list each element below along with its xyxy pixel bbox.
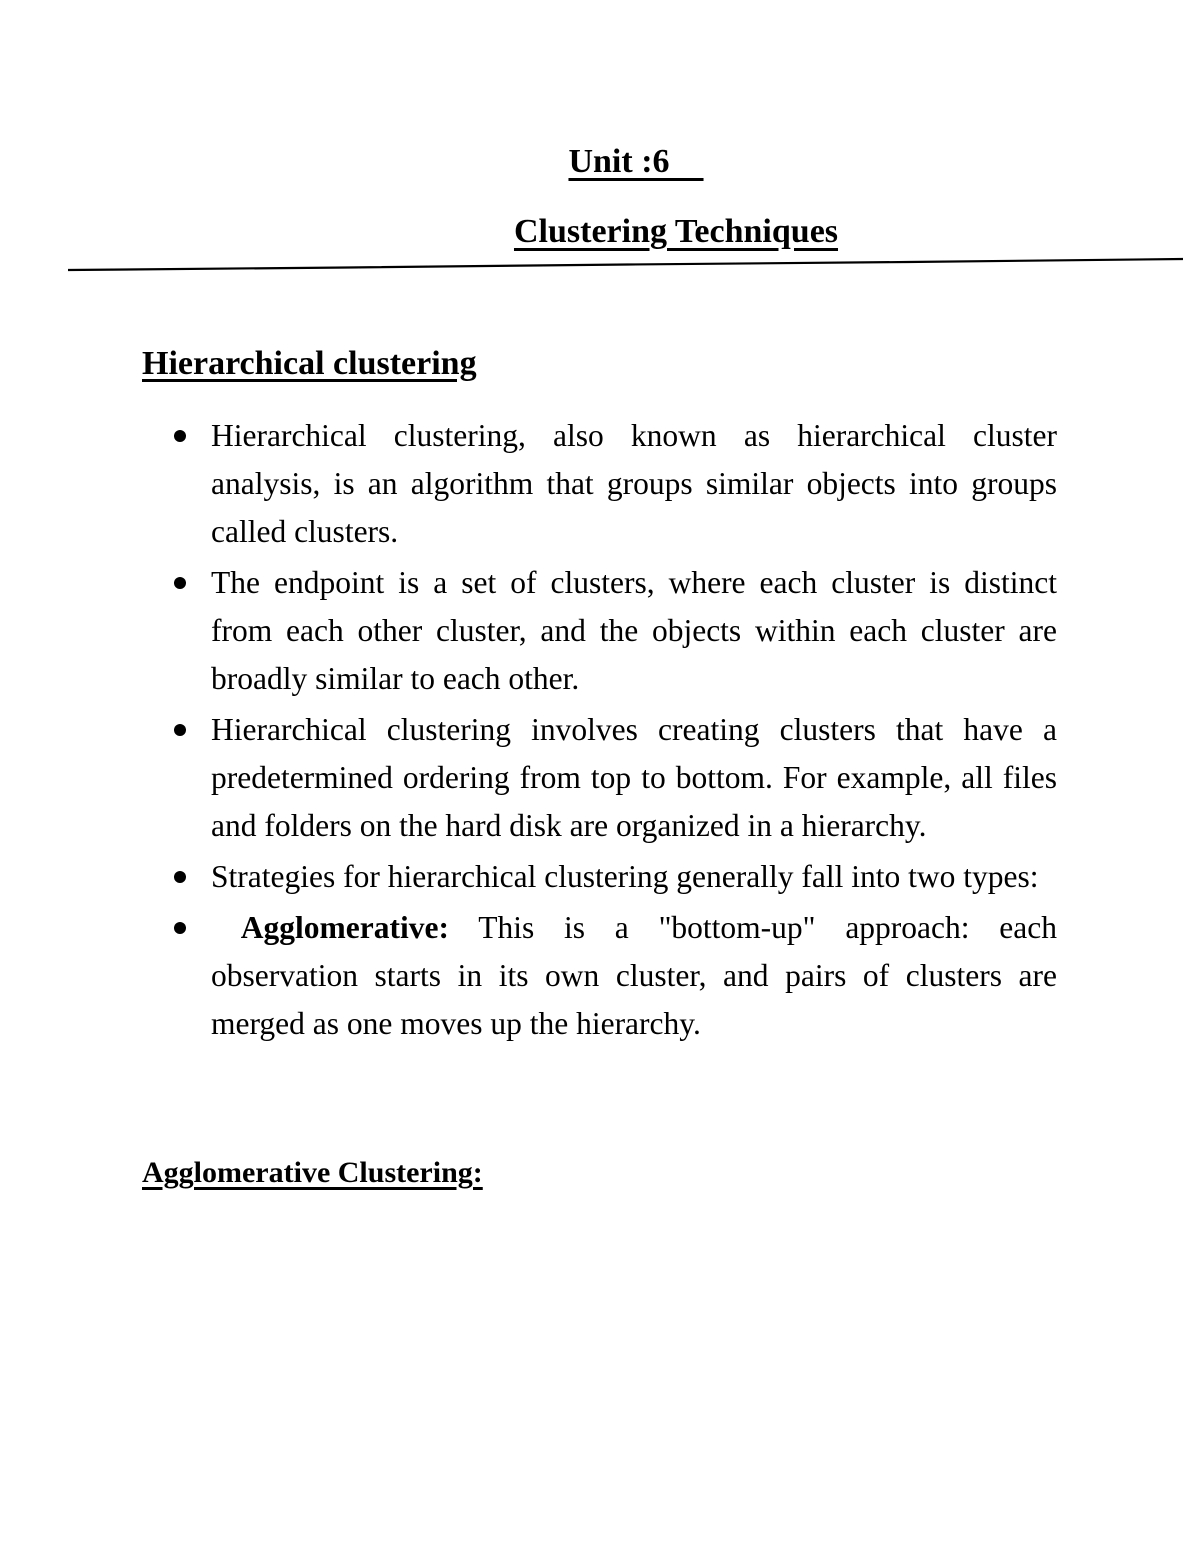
list-item (0, 706, 1200, 850)
page-title-text: Clustering Techniques (513, 213, 839, 250)
page-title (0, 210, 1200, 254)
list-item-text: Strategies for hierarchical clustering generally fall into two types: (211, 859, 1039, 894)
list-item (0, 853, 1200, 901)
list-item-text: The endpoint is a set of clusters, where each cluster is distinct from each other cluster, and the objects within each cluster are broadly similar to each other. (211, 565, 1057, 696)
section-heading-hierarchical-clustering: Hierarchical clustering (142, 345, 477, 382)
unit-title (0, 140, 1200, 184)
bullet-icon (174, 922, 186, 934)
unit-title-text: Unit :6 (568, 143, 704, 180)
bullet-icon (174, 724, 186, 736)
list-item-text: Hierarchical clustering, also known as hierarchical cluster analysis, is an algorithm that groups similar objects into groups called clusters. (211, 418, 1057, 549)
list-item-text (211, 904, 1057, 1048)
list-item (0, 412, 1200, 556)
bullet-icon (174, 577, 186, 589)
bullet-icon (174, 430, 186, 442)
list-item-text: Hierarchical clustering involves creating clusters that have a predetermined ordering from top to bottom. For example, all files and folders on the hard disk are organized in a hierarchy. (211, 712, 1057, 843)
list-item-lead-term: Agglomerative: (240, 910, 449, 945)
list-item-body: This is a "bottom-up" approach: each observation starts in its own cluster, and pairs of clusters are merged as one moves up the hierarchy. (211, 910, 1057, 1041)
horizontal-rule (68, 257, 1183, 277)
bullet-list (0, 412, 1200, 1051)
list-item (0, 904, 1200, 1048)
bullet-icon (174, 871, 186, 883)
list-item (0, 559, 1200, 703)
section-heading-agglomerative-clustering: Agglomerative Clustering: (142, 1156, 483, 1189)
